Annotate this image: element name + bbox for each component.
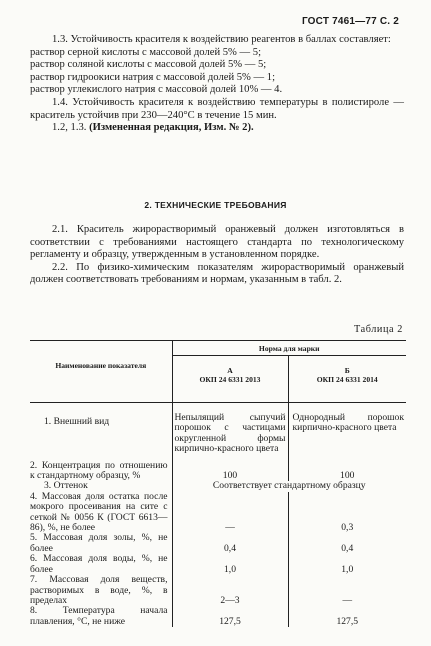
table-caption: Таблица 2: [354, 324, 403, 335]
reagent-item: раствор углекислого натрия с массовой долей 10% — 4.: [30, 84, 283, 96]
row-value-b: 1,0: [288, 554, 406, 575]
reagent-item: раствор гидроокиси натрия с массовой долей 5% — 1;: [30, 71, 276, 83]
table-row: [30, 492, 406, 534]
revision-note-text: (Измененная редакция, Изм. № 2).: [89, 122, 254, 134]
section-2-body: [30, 224, 404, 287]
table-row: [30, 554, 406, 575]
paragraph-1-3: [30, 34, 404, 135]
row-value-b: 100: [288, 455, 406, 482]
grade-a-letter: А: [227, 366, 233, 375]
row-value-b: —: [288, 575, 406, 606]
paragraph-1-4: 1.4. Устойчивость красителя к воздействию температуры в полистироле — краситель устойчив при 230—240°С в течение 15 мин.: [30, 96, 404, 121]
row-value-a: 2—3: [172, 575, 288, 606]
page-header: ГОСТ 7461—77 С. 2: [301, 16, 399, 27]
col-header-name: Наименование показателя: [30, 341, 172, 403]
row-name: 4. Массовая доля остатка после мокрого просеивания на сите с сеткой № 0056 К (ГОСТ 6613—86), %, не более: [30, 490, 168, 534]
row-value-a: 0,4: [172, 533, 288, 554]
row-value-span: Соответствует стандартному образцу: [172, 481, 406, 491]
table-row: [30, 533, 406, 554]
paragraph-2-1: 2.1. Краситель жирорастворимый оранжевый должен изготовляться в соответствии с требованиями настоящего стандарта по технологическому регламенту и образцу, утвержденным в установленном порядке.: [30, 224, 404, 261]
row-name: 5. Массовая доля золы, %, не более: [30, 532, 168, 554]
revision-note: [30, 122, 404, 135]
requirements-table: [30, 340, 406, 627]
reagent-item: раствор соляной кислоты с массовой долей 5% — 5;: [30, 59, 267, 71]
row-value-a: 1,0: [172, 554, 288, 575]
row-value-b: 0,3: [288, 492, 406, 534]
paragraph-2-2: 2.2. По физико-химическим показателям жирорастворимый оранжевый должен соответствовать требованиям и нормам, указанным в табл. 2.: [30, 261, 404, 286]
row-name: 1. Внешний вид: [44, 416, 110, 427]
row-name: 8. Температура начала плавления, °С, не ниже: [30, 605, 168, 627]
table-row: [30, 606, 406, 627]
revision-note-ref: 1.2, 1.3.: [52, 122, 87, 134]
row-name: 6. Массовая доля воды, %, не более: [30, 553, 168, 575]
col-group-header: Норма для марки: [172, 341, 406, 356]
grade-b-code: ОКП 24 6331 2014: [316, 375, 378, 384]
grade-a-code: ОКП 24 6331 2013: [199, 375, 261, 384]
row-name: 3. Оттенок: [44, 480, 88, 492]
row-value-a: Непылящий сыпучий порошок с частицами округленной формы кирпично-красного цвета: [172, 403, 288, 455]
row-value-a: 127,5: [172, 606, 288, 627]
row-name: 7. Массовая доля веществ, растворимых в воде, %, в пределах: [30, 574, 168, 606]
reagent-item: раствор серной кислоты с массовой долей 5% — 5;: [30, 46, 262, 58]
row-value-b: Однородный порошок кирпично-красного цвета: [288, 403, 406, 455]
table-row: [30, 455, 406, 482]
row-value-b: 0,4: [288, 533, 406, 554]
row-value-b: 127,5: [288, 606, 406, 627]
table-row: [30, 575, 406, 606]
row-value-a: —: [172, 492, 288, 534]
grade-b-header: [288, 356, 406, 403]
paragraph-1-3-intro: 1.3. Устойчивость красителя к воздействию реагентов в баллах составляет:: [52, 34, 391, 45]
grade-b-letter: Б: [344, 366, 350, 375]
row-value-a: 100: [172, 455, 288, 482]
table-row: [30, 403, 406, 455]
section-title: 2. ТЕХНИЧЕСКИЕ ТРЕБОВАНИЯ: [144, 200, 287, 210]
row-name: 2. Концентрация по отношению к стандартному образцу, %: [30, 459, 168, 482]
grade-a-header: [172, 356, 288, 403]
